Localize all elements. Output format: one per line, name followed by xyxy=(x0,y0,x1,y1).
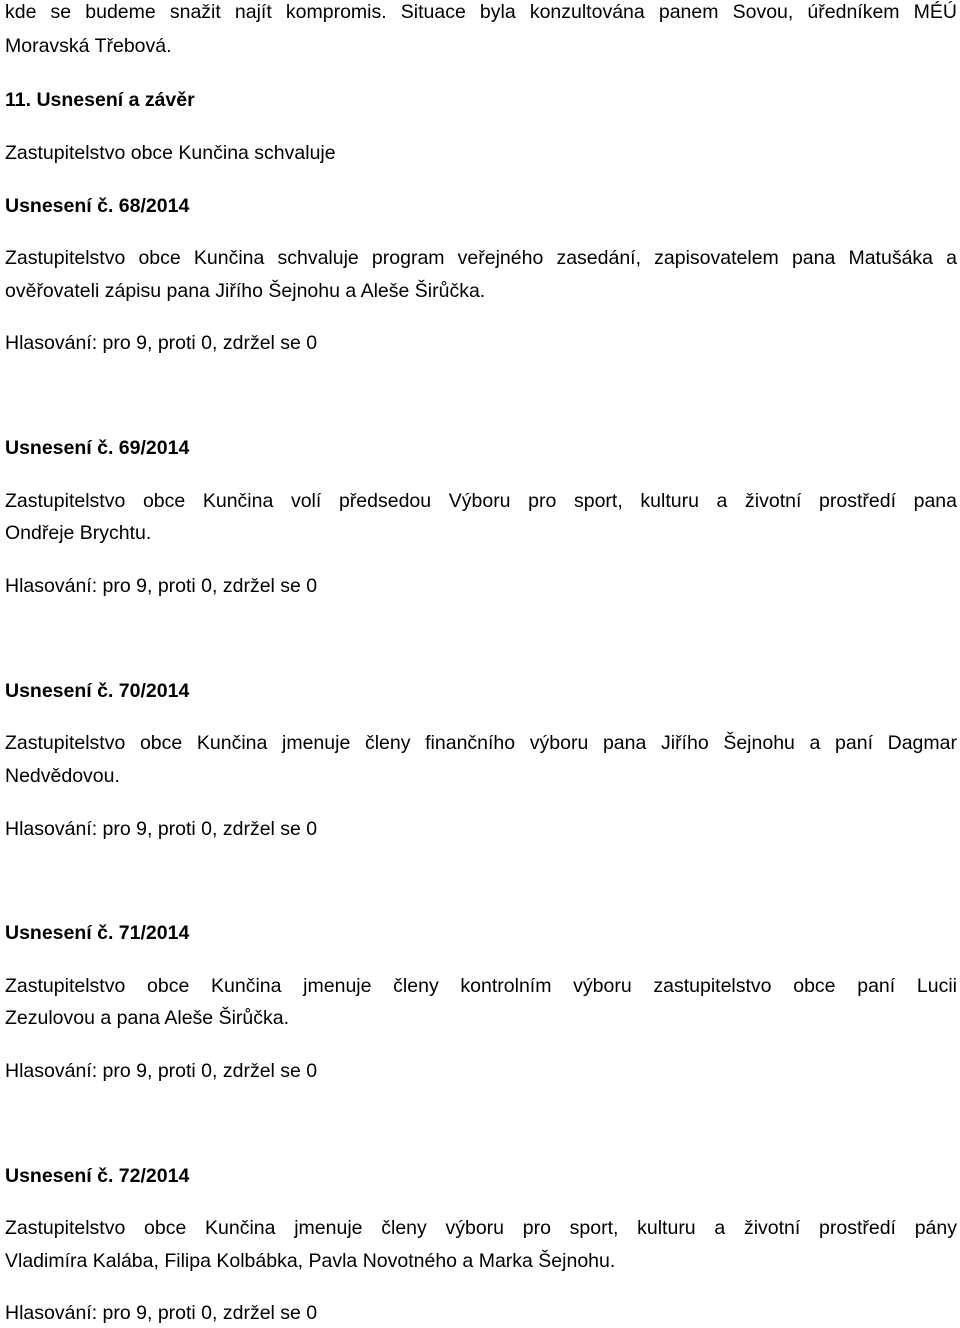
resolution-vote: Hlasování: pro 9, proti 0, zdržel se 0 xyxy=(5,1302,318,1324)
resolution-text: Zastupitelstvo obce Kunčina schvaluje program veřejného zasedání, zapisovatelem pana Matušáka a xyxy=(5,247,957,269)
resolution-text: ověřovateli zápisu pana Jiřího Šejnohu a Aleše Širůčka. xyxy=(5,280,486,302)
resolution-text: Ondřeje Brychtu. xyxy=(5,522,152,544)
resolution-text: Zastupitelstvo obce Kunčina volí předsedou Výboru pro sport, kulturu a životní prostředí pana xyxy=(5,490,957,512)
resolution-text: Zezulovou a pana Aleše Širůčka. xyxy=(5,1007,290,1029)
resolution-title: Usnesení č. 72/2014 xyxy=(5,1165,190,1187)
resolution-text: Zastupitelstvo obce Kunčina jmenuje členy kontrolním výboru zastupitelstvo obce paní Lucii xyxy=(5,975,957,997)
resolution-title: Usnesení č. 69/2014 xyxy=(5,437,190,459)
intro-line-2: Moravská Třebová. xyxy=(5,35,172,57)
resolution-vote: Hlasování: pro 9, proti 0, zdržel se 0 xyxy=(5,332,318,354)
resolution-title: Usnesení č. 70/2014 xyxy=(5,680,190,702)
resolution-vote: Hlasování: pro 9, proti 0, zdržel se 0 xyxy=(5,818,318,840)
resolution-vote: Hlasování: pro 9, proti 0, zdržel se 0 xyxy=(5,1060,318,1082)
resolution-title: Usnesení č. 71/2014 xyxy=(5,922,190,944)
resolution-text: Zastupitelstvo obce Kunčina jmenuje členy výboru pro sport, kulturu a životní prostředí pány xyxy=(5,1217,957,1239)
resolution-vote: Hlasování: pro 9, proti 0, zdržel se 0 xyxy=(5,575,318,597)
resolution-title: Usnesení č. 68/2014 xyxy=(5,195,190,217)
intro-line-1: kde se budeme snažit najít kompromis. Situace byla konzultována panem Sovou, úředníkem MÉÚ xyxy=(5,1,957,23)
resolution-text: Nedvědovou. xyxy=(5,765,120,787)
resolution-text: Vladimíra Kalába, Filipa Kolbábka, Pavla Novotného a Marka Šejnohu. xyxy=(5,1250,616,1272)
section-heading: 11. Usnesení a závěr xyxy=(5,89,195,111)
resolution-text: Zastupitelstvo obce Kunčina jmenuje členy finančního výboru pana Jiřího Šejnohu a paní Dagmar xyxy=(5,732,957,754)
section-subheading: Zastupitelstvo obce Kunčina schvaluje xyxy=(5,142,336,164)
